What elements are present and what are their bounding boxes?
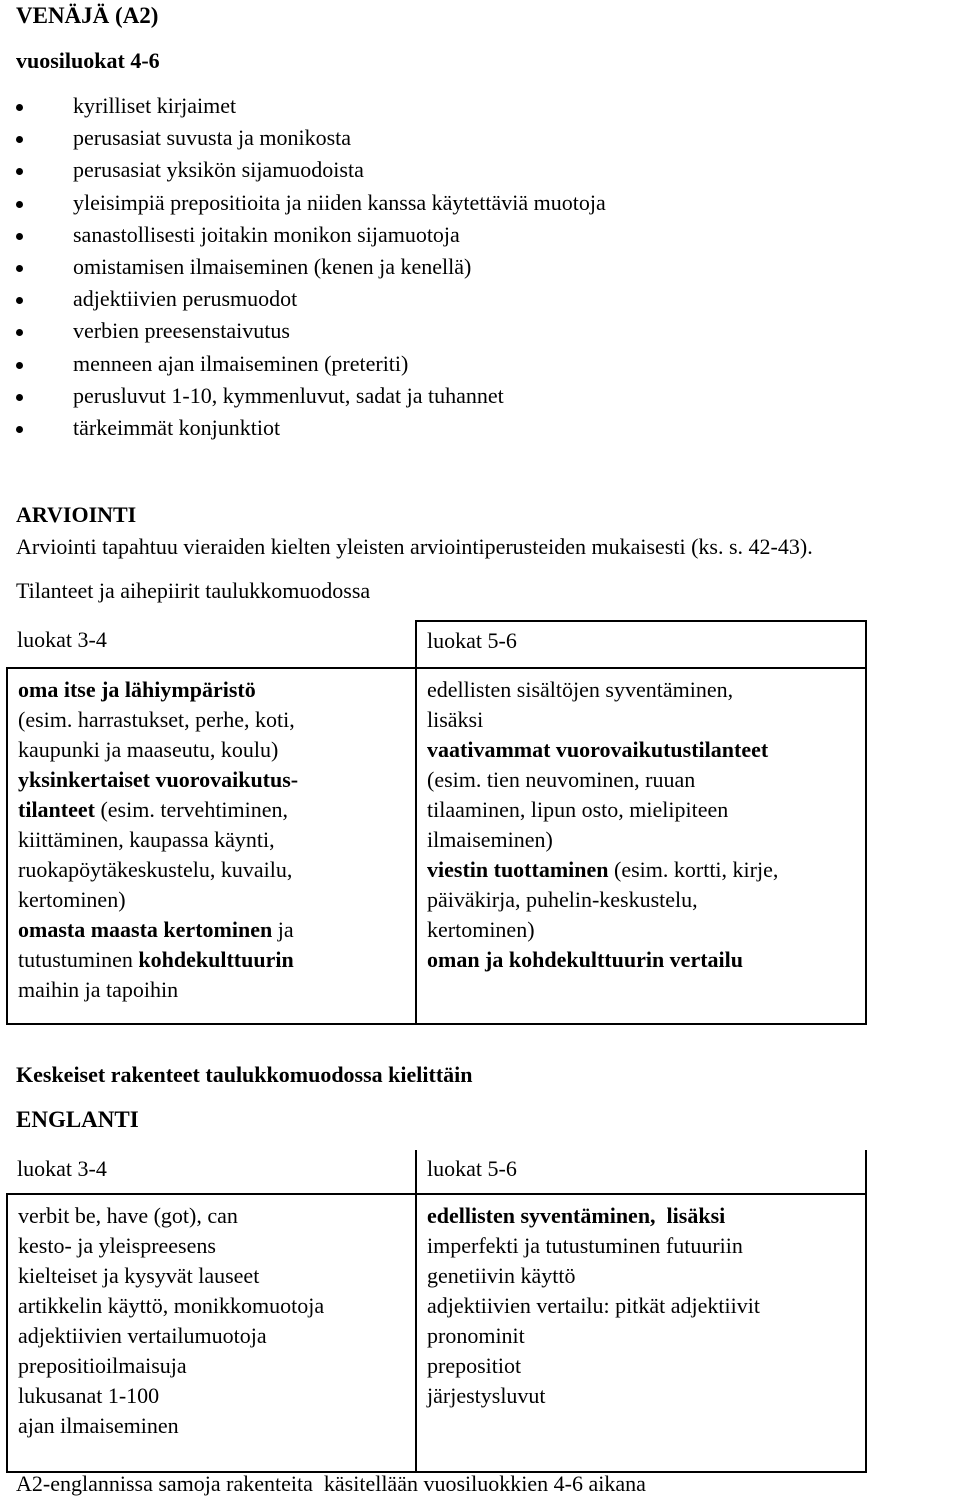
bullet-icon (16, 201, 23, 208)
structures-heading: Keskeiset rakenteet taulukkomuodossa kielittäin (16, 1062, 473, 1087)
list-item: adjektiivien perusmuodot (0, 284, 606, 316)
bullet-icon (16, 426, 23, 433)
list-item: yleisimpiä prepositioita ja niiden kanssa käytettäviä muotoja (0, 188, 606, 220)
assessment-text: Arviointi tapahtuu vieraiden kielten yleisten arviointiperusteiden mukaisesti (ks. s. 42-43). (16, 534, 813, 559)
list-item: verbien preesenstaivutus (0, 316, 606, 348)
bullet-icon (16, 297, 23, 304)
footer-note: A2-englannissa samoja rakenteita käsitellään vuosiluokkien 4-6 aikana (16, 1471, 646, 1496)
bullet-icon (16, 136, 23, 143)
list-item: perusasiat suvusta ja monikosta (0, 123, 606, 155)
column-header-grades-3-4: luokat 3-4 (7, 621, 416, 668)
bullet-icon (16, 104, 23, 111)
table-header-row (7, 1150, 866, 1194)
list-item: perusluvut 1-10, kymmenluvut, sadat ja tuhannet (0, 381, 606, 413)
list-item: perusasiat yksikön sijamuodoista (0, 155, 606, 187)
bullet-icon (16, 394, 23, 401)
list-item: omistamisen ilmaiseminen (kenen ja kenellä) (0, 252, 606, 284)
column-header-grades-5-6: luokat 5-6 (416, 1150, 866, 1194)
table-cell-grades-5-6: edellisten syventäminen, lisäksi imperfekti ja tutustuminen futuuriin genetiivin käyttö adjektiivien vertailu: pitkät adjektiivit pronominit prepositiot järjestysluvut (416, 1194, 866, 1472)
table-row (7, 1194, 866, 1472)
table-row (7, 668, 866, 1024)
document-title: VENÄJÄ (A2) (16, 3, 159, 28)
column-header-grades-5-6: luokat 5-6 (416, 621, 866, 668)
structures-table (6, 1150, 867, 1473)
language-heading: ENGLANTI (16, 1107, 139, 1132)
table-cell-grades-5-6: edellisten sisältöjen syventäminen, lisäksi vaativammat vuorovaikutustilanteet (esim. tien neuvominen, ruuan tilaaminen, lipun osto, mielipiteen ilmaiseminen) viestin tuottaminen (esim. kortti, kirje, päiväkirja, puhelin-keskustelu, kertominen) oman ja kohdekulttuurin vertailu (416, 668, 866, 1024)
column-header-grades-3-4: luokat 3-4 (7, 1150, 416, 1194)
table-cell-grades-3-4: oma itse ja lähiympäristö (esim. harrastukset, perhe, koti, kaupunki ja maaseutu, koulu) yksinkertaiset vuorovaikutus- tilanteet (esim. tervehtiminen, kiittäminen, kaupassa käynti, ruokapöytäkeskustelu, kuvailu, kertominen) omasta maasta kertominen ja tutustuminen kohdekulttuurin maihin ja tapoihin (7, 668, 416, 1024)
table-cell-grades-3-4: verbit be, have (got), can kesto- ja yleispreesens kielteiset ja kysyvät lauseet artikkelin käyttö, monikkomuotoja adjektiivien vertailumuotoja prepositioilmaisuja lukusanat 1-100 ajan ilmaiseminen (7, 1194, 416, 1472)
bullet-icon (16, 265, 23, 272)
bullet-icon (16, 168, 23, 175)
assessment-heading: ARVIOINTI (16, 502, 137, 527)
table-header-row (7, 621, 866, 668)
list-item: kyrilliset kirjaimet (0, 91, 606, 123)
situations-heading: Tilanteet ja aihepiirit taulukkomuodossa (16, 578, 371, 603)
list-item: menneen ajan ilmaiseminen (preteriti) (0, 349, 606, 381)
list-item: tärkeimmät konjunktiot (0, 413, 606, 445)
situations-table (6, 620, 867, 1025)
bullet-icon (16, 329, 23, 336)
bullet-icon (16, 362, 23, 369)
document-subtitle: vuosiluokat 4-6 (16, 48, 160, 73)
content-bullet-list (0, 91, 606, 445)
bullet-icon (16, 233, 23, 240)
list-item: sanastollisesti joitakin monikon sijamuotoja (0, 220, 606, 252)
